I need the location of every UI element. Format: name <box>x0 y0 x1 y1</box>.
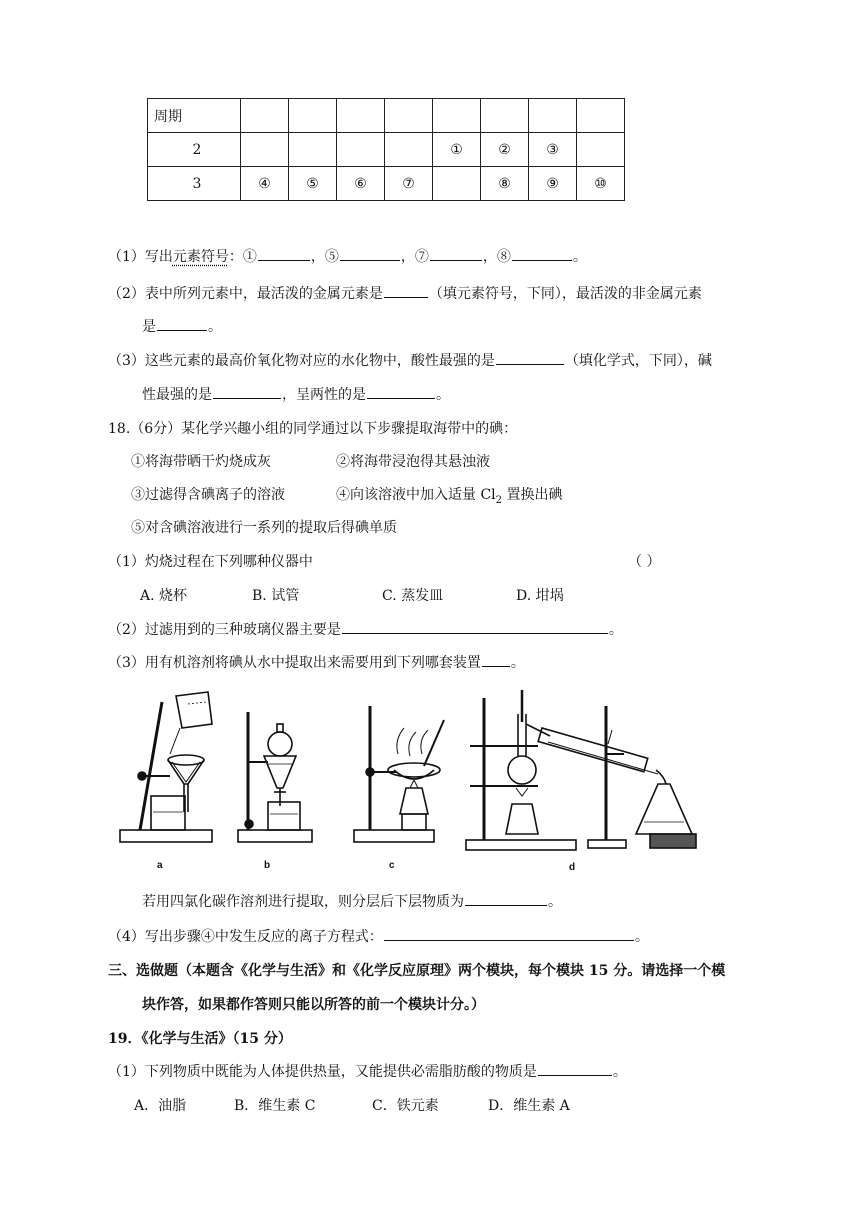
option-d[interactable]: D. 坩埚 <box>516 588 564 604</box>
answer-blank[interactable] <box>213 384 281 399</box>
table-cell: ① <box>433 133 481 167</box>
period-table <box>147 98 625 201</box>
q17-part2-cont: 是 。 <box>142 316 222 336</box>
table-cell: ④ <box>241 167 289 201</box>
answer-blank[interactable] <box>367 384 435 399</box>
option-b[interactable]: B．维生素 C <box>234 1098 316 1114</box>
table-row <box>148 133 625 167</box>
figure-label-a: a <box>157 860 163 871</box>
section3-heading-cont: 块作答，如果都作答则只能以所答的前一个模块计分。） <box>142 997 485 1013</box>
step-1: ①将海带晒干灼烧成灰 <box>131 454 271 470</box>
q17-part1: （1）写出元素符号：① ，⑤ ，⑦ ，⑧ 。 <box>108 246 587 266</box>
step-5: ⑤对含碘溶液进行一系列的提取后得碘单质 <box>131 520 397 536</box>
answer-blank[interactable] <box>482 652 510 667</box>
figure-label-d: d <box>569 862 576 873</box>
answer-blank[interactable] <box>496 350 564 365</box>
answer-blank[interactable] <box>465 891 547 906</box>
q18-title: 18.（6分）某化学兴趣小组的同学通过以下步骤提取海带中的碘： <box>108 421 518 437</box>
ccl4-question: 若用四氯化碳作溶剂进行提取，则分层后下层物质为 。 <box>142 891 562 911</box>
period-cell: 2 <box>148 133 241 167</box>
section3-heading: 三、选做题（本题含《化学与生活》和《化学反应原理》两个模块，每个模块 15 分。请选择一个模 <box>108 963 726 979</box>
q18-sub2: （2）过滤用到的三种玻璃仪器主要是 。 <box>108 619 623 639</box>
table-cell: ⑦ <box>385 167 433 201</box>
table-cell <box>385 133 433 167</box>
table-cell: ③ <box>529 133 577 167</box>
q17-part2: （2）表中所列元素中，最活泼的金属元素是 （填元素符号，下同），最活泼的非金属元素 <box>108 283 702 303</box>
option-d[interactable]: D．维生素 A <box>488 1098 570 1114</box>
table-row <box>148 167 625 201</box>
option-a[interactable]: A. 烧杯 <box>140 588 188 604</box>
q19-title: 19．《化学与生活》（15 分） <box>108 1031 292 1047</box>
table-cell <box>433 167 481 201</box>
period-cell: 3 <box>148 167 241 201</box>
answer-blank[interactable] <box>384 283 428 298</box>
step-2: ②将海带浸泡得其悬浊液 <box>336 454 490 470</box>
table-header-cell: 周期 <box>148 99 241 133</box>
table-cell: ⑤ <box>289 167 337 201</box>
answer-blank[interactable] <box>342 619 608 634</box>
apparatus-a-filtration[interactable] <box>120 692 212 842</box>
table-cell <box>577 133 625 167</box>
q18-sub1: （1）灼烧过程在下列哪种仪器中 <box>108 554 313 570</box>
q17-part3-cont: 性最强的是 ，呈两性的是 。 <box>142 384 450 404</box>
option-a[interactable]: A．油脂 <box>134 1098 187 1114</box>
table-cell <box>337 133 385 167</box>
option-c[interactable]: C．铁元素 <box>372 1098 439 1114</box>
table-cell: ⑥ <box>337 167 385 201</box>
table-cell: ⑨ <box>529 167 577 201</box>
step-3: ③过滤得含碘离子的溶液 <box>131 487 285 503</box>
table-cell <box>289 133 337 167</box>
answer-blank[interactable] <box>384 926 634 941</box>
q17-part3: （3）这些元素的最高价氧化物对应的水化物中，酸性最强的是 （填化学式，下同），碱 <box>108 350 712 370</box>
option-c[interactable]: C. 蒸发皿 <box>382 588 444 604</box>
answer-blank[interactable] <box>430 246 482 261</box>
q19-sub1: （1）下列物质中既能为人体提供热量，又能提供必需脂肪酸的物质是 。 <box>108 1061 627 1081</box>
dotted-emphasis: 元素符号 <box>172 249 229 265</box>
answer-paren[interactable]: （ ） <box>628 554 661 570</box>
apparatus-c-evaporation[interactable] <box>354 706 444 842</box>
table-cell: ② <box>481 133 529 167</box>
table-cell <box>241 133 289 167</box>
apparatus-d-distillation[interactable] <box>466 690 696 850</box>
apparatus-b-separatory-funnel[interactable] <box>238 712 312 842</box>
table-cell: ⑧ <box>481 167 529 201</box>
answer-blank[interactable] <box>512 246 572 261</box>
figure-label-c: c <box>389 860 395 871</box>
answer-blank[interactable] <box>157 316 207 331</box>
table-row <box>148 99 625 133</box>
q18-sub4: （4）写出步骤④中发生反应的离子方程式： 。 <box>108 926 649 946</box>
answer-blank[interactable] <box>538 1061 612 1076</box>
table-cell: ⑩ <box>577 167 625 201</box>
answer-blank[interactable] <box>340 246 400 261</box>
step-4: ④向该溶液中加入适量 $Cl_2$ 置换出碘 <box>336 487 563 506</box>
figure-label-b: b <box>264 860 271 871</box>
q18-sub3: （3）用有机溶剂将碘从水中提取出来需要用到下列哪套装置 。 <box>108 652 525 672</box>
option-b[interactable]: B. 试管 <box>252 588 300 604</box>
answer-blank[interactable] <box>258 246 310 261</box>
apparatus-figure <box>118 684 718 874</box>
